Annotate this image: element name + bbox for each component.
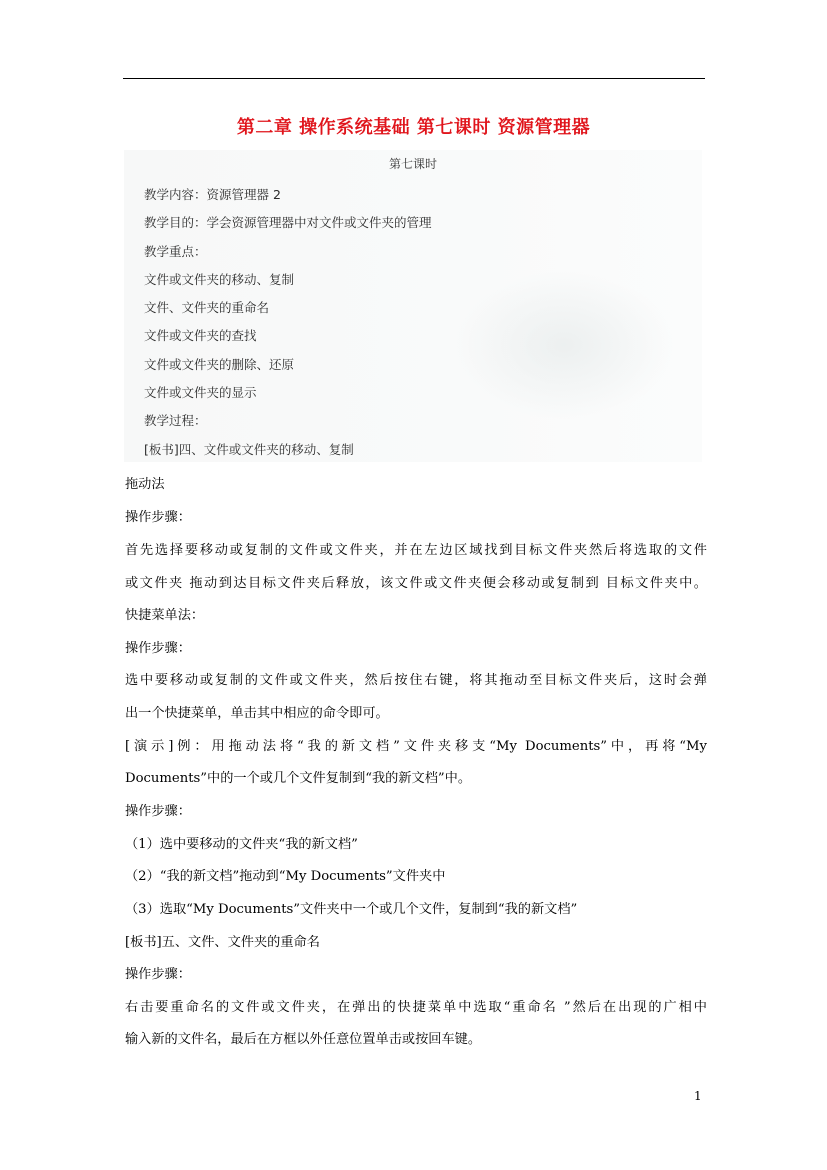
scan-watermark (454, 270, 674, 420)
scan-line: [板书]四、文件或文件夹的移动、复制 (144, 442, 354, 457)
scan-line: 教学内容：资源管理器 2 (144, 187, 281, 202)
paragraph-line: 右击要重命名的文件或文件夹，在弹出的快捷菜单中选取“重命名 ”然后在出现的广相中 (125, 1000, 707, 1015)
header-rule (123, 78, 705, 79)
paragraph-line: 出一个快捷菜单，单击其中相应的命令即可。 (125, 706, 389, 721)
paragraph-line: [板书]五、文件、文件夹的重命名 (125, 935, 320, 950)
scan-heading: 第七课时 (388, 157, 437, 171)
paragraph-line: 操作步骤： (125, 804, 191, 819)
scan-line: 文件或文件夹的移动、复制 (144, 272, 295, 287)
paragraph-line: 操作步骤： (125, 967, 191, 982)
paragraph-line: [演示]例：用拖动法将“我的新文档”文件夹移支“My Documents”中，再将“My (125, 739, 707, 754)
page-number: 1 (694, 1089, 702, 1103)
paragraph-line: （2）“我的新文档”拖动到“My Documents”文件夹中 (125, 869, 446, 884)
lesson-scan-image (124, 150, 702, 462)
scan-line: 文件或文件夹的查找 (144, 328, 257, 343)
paragraph-line: （1）选中要移动的文件夹“我的新文档” (125, 837, 358, 852)
paragraph-line: Documents”中的一个或几个文件复制到“我的新文档”中。 (125, 771, 472, 786)
paragraph-line: 选中要移动或复制的文件或文件夹，然后按住右键，将其拖动至目标文件夹后，这时会弹 (125, 673, 707, 688)
paragraph-line: 首先选择要移动或复制的文件或文件夹，并在左边区域找到目标文件夹然后将选取的文件 (125, 543, 707, 558)
paragraph-line: （3）选取“My Documents”文件夹中一个或几个文件，复制到“我的新文档” (125, 902, 578, 917)
paragraph-line: 输入新的文件名，最后在方框以外任意位置单击或按回车键。 (125, 1032, 482, 1047)
scan-line: 文件、文件夹的重命名 (144, 300, 270, 315)
paragraph-line: 快捷菜单法： (125, 608, 205, 623)
paragraph-line: 操作步骤： (125, 641, 191, 656)
paragraph-line: 拖动法 (125, 477, 165, 492)
scan-line: 教学目的：学会资源管理器中对文件或文件夹的管理 (144, 215, 432, 230)
document-title: 第二章 操作系统基础 第七课时 资源管理器 (236, 117, 591, 138)
paragraph-line: 操作步骤： (125, 510, 191, 525)
scan-line: 教学重点： (144, 244, 207, 259)
scan-line: 文件或文件夹的显示 (144, 385, 257, 400)
scan-line: 教学过程： (144, 413, 207, 428)
paragraph-line: 或文件夹 拖动到达目标文件夹后释放，该文件或文件夹便会移动或复制到 目标文件夹中。 (125, 576, 707, 591)
scan-line: 文件或文件夹的删除、还原 (144, 357, 295, 372)
